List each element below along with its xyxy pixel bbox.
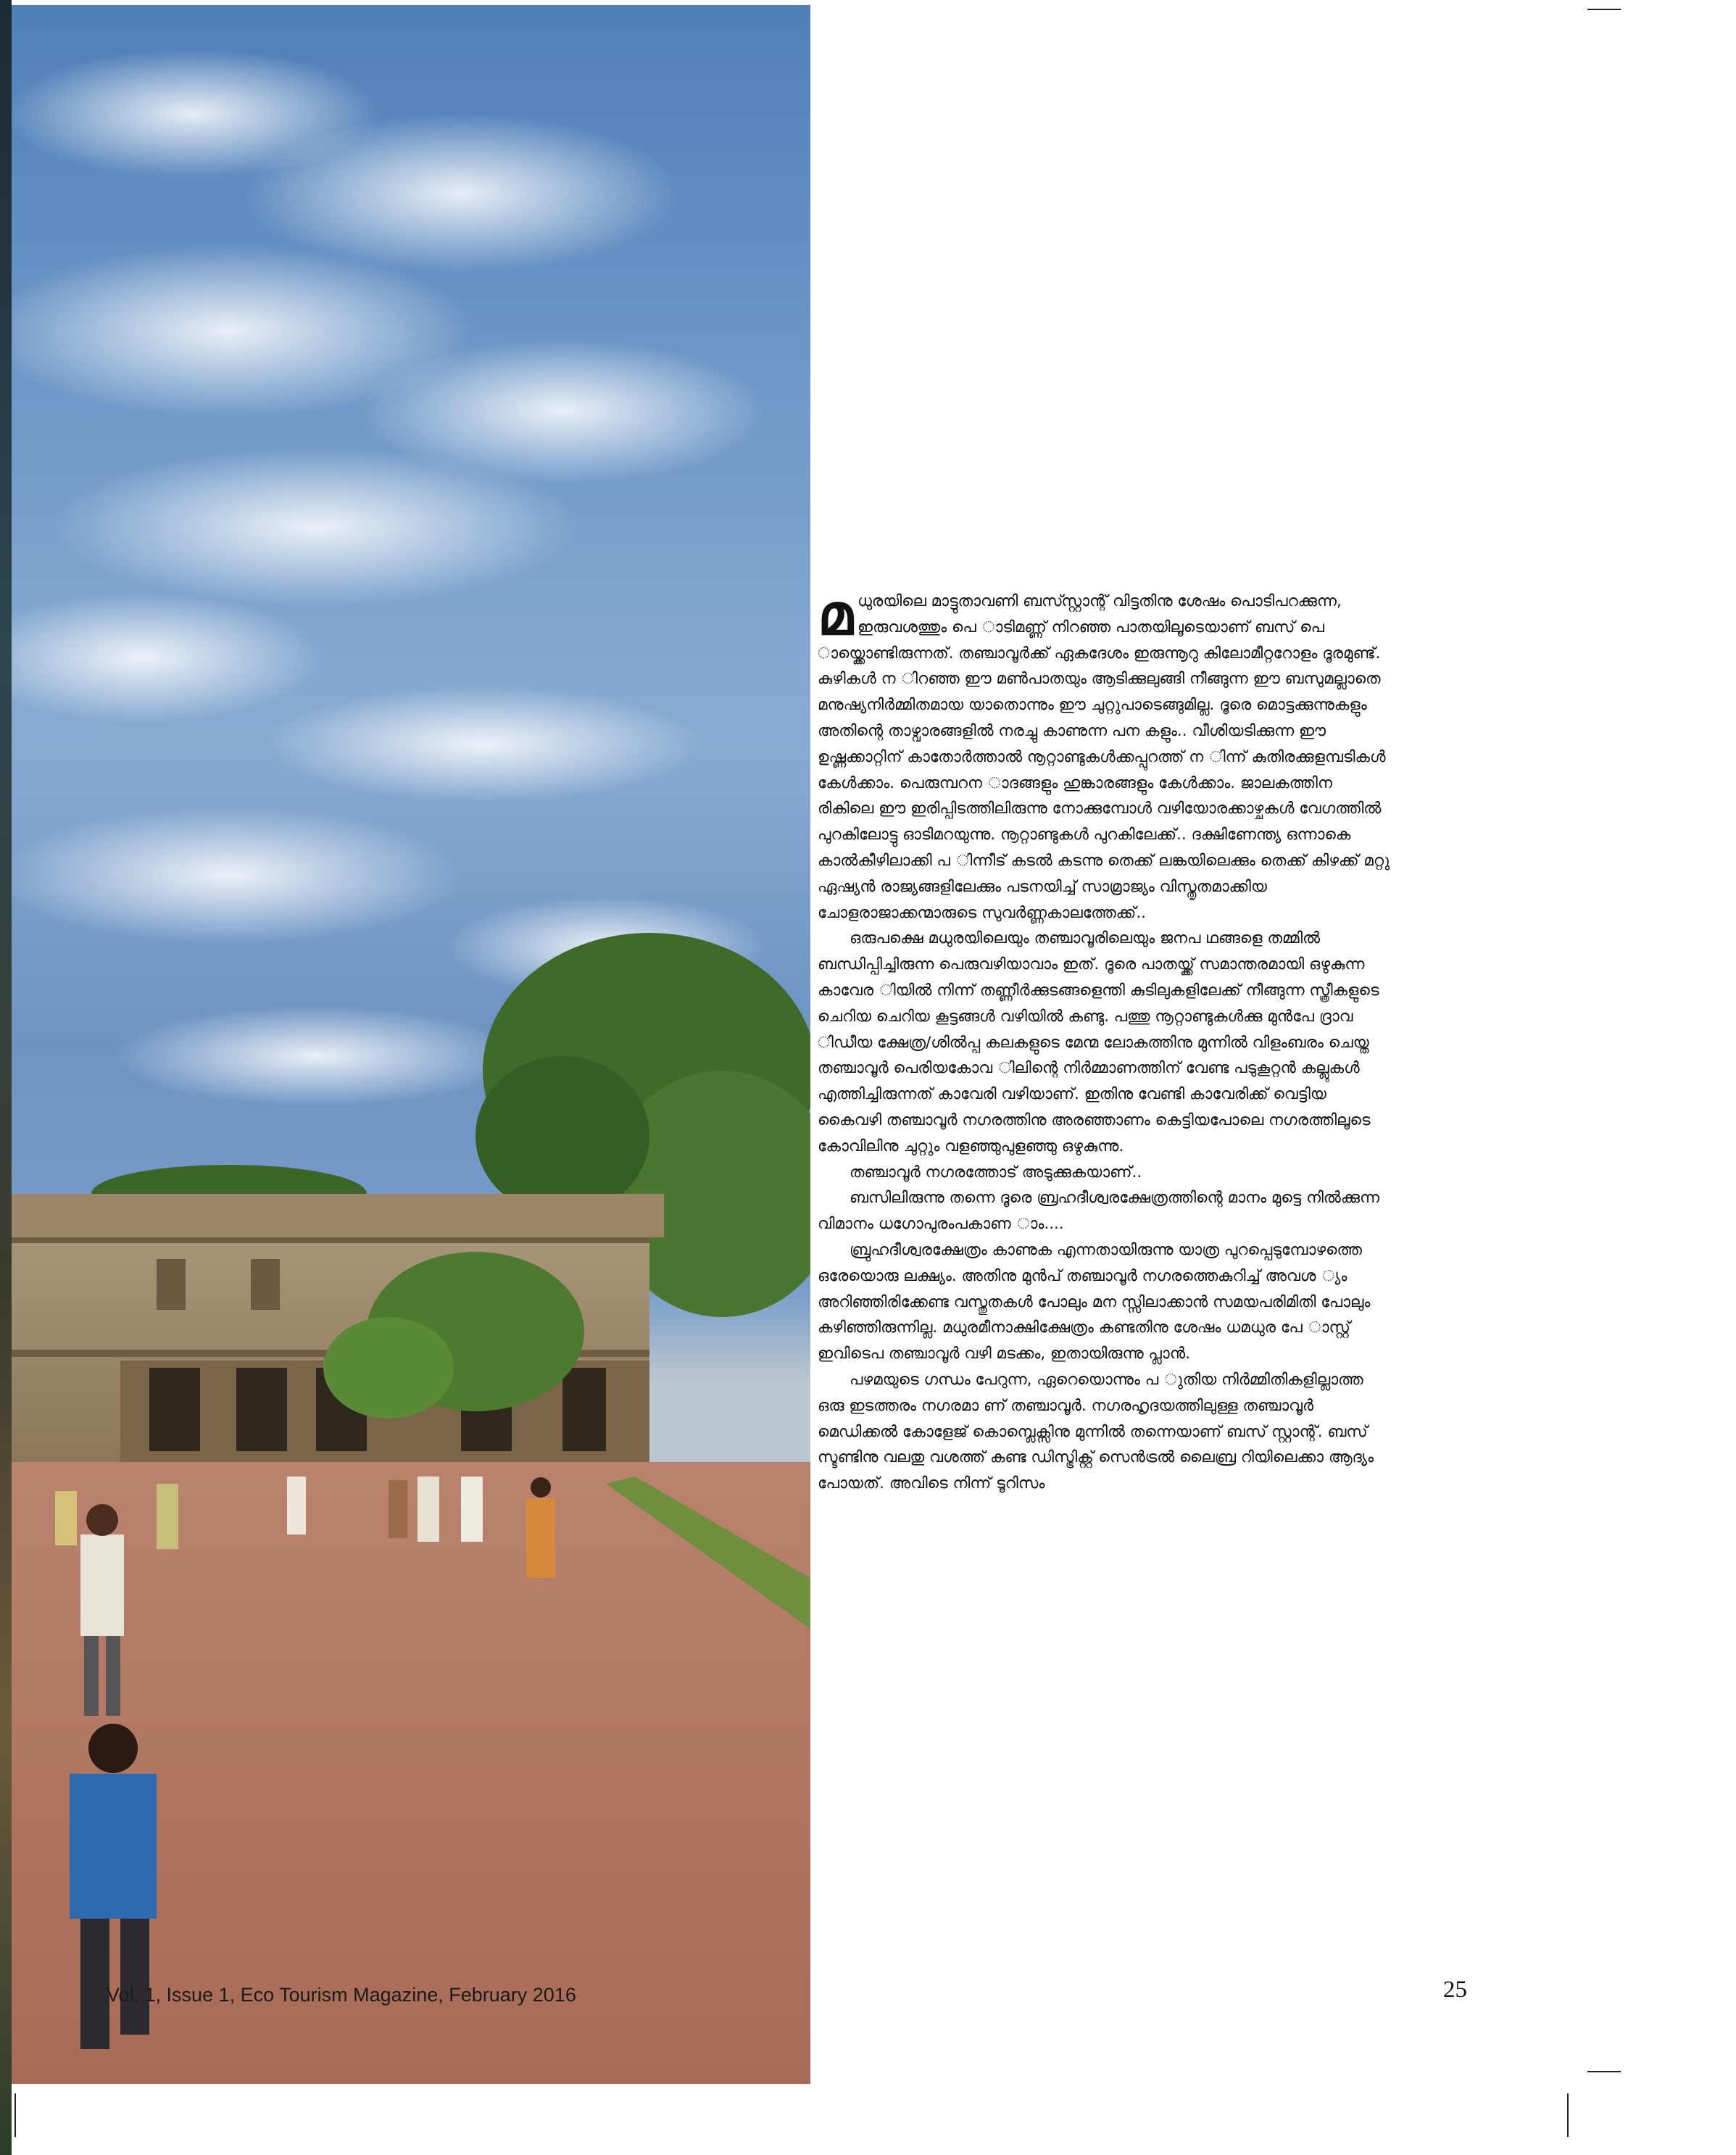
crop-mark-bottom-right	[1587, 2071, 1621, 2072]
crop-mark-bottom-right-vertical	[1567, 2093, 1569, 2137]
crop-mark-bottom-left-vertical	[14, 2093, 16, 2137]
previous-page-edge	[0, 0, 12, 2155]
article-paragraph-2: ഒരുപക്ഷെ മധുരയിലെയും തഞ്ചാവൂരിലെയും ജനപ ഥങ്ങളെ തമ്മിൽ ബന്ധിപ്പിച്ചിരുന്ന പെരുവഴിയാവാം ഇത്. ദൂരെ പാതയ്ക്ക് സമാന്തരമായി ഒഴുകുന്ന കാവേര ിയിൽ നിന്ന് തണ്ണീർക്കുടങ്ങളെന്തി കുടിലുകളിലേക്ക് നീങ്ങുന്ന സ്ത്രീകളുടെ ചെറിയ ചെറിയ കൂട്ടങ്ങൾ വഴിയിൽ കണ്ടു. പത്തു നൂറ്റാണ്ടുകൾക്കു മുൻപേ ദ്രാവ ിഡീയ ക്ഷേത്ര/ശിൽപ്പ കലകളുടെ മേന്മ ലോകത്തിനു മുന്നിൽ വിളംബരം ചെയ്ത തഞ്ചാവൂർ പെരിയകോവ ിലിന്റെ നിർമ്മാണത്തിന് വേണ്ട പടുകൂറ്റൻ കല്ലുകൾ എത്തിച്ചിരുന്നത് കാവേരി വഴിയാണ്. ഇതിനു വേണ്ടി കാവേരിക്ക് വെട്ടിയ കൈവഴി തഞ്ചാവൂർ നഗരത്തിനു അരഞ്ഞാണം കെട്ടിയപോലെ നഗരത്തിലൂടെ കോവിലിനു ചുറ്റും വളഞ്ഞുപുളഞ്ഞു ഒഴുകുന്നു.	[818, 929, 1379, 1155]
temple-courtyard-photo	[12, 5, 810, 2084]
magazine-credit: Vol. 1, Issue 1, Eco Tourism Magazine, February 2016	[107, 1984, 576, 2006]
article-body	[818, 583, 1390, 1497]
drop-cap: മ	[818, 583, 853, 648]
photo-illustration	[12, 5, 810, 2084]
page-number: 25	[1443, 1977, 1467, 2003]
article-paragraph-4: ബസിലിരുന്നു തന്നെ ദൂരെ ബ്രഹദീശ്വരക്ഷേത്രത്തിന്റെ മാനം മുട്ടെ നിൽക്കുന്ന വിമാനം ധഗോപുരംപകാണ ാം....	[818, 1189, 1380, 1234]
article-paragraph-1: മധുരയിലെ മാട്ടുതാവണി ബസ്സ്റ്റാന്റ് വിട്ടതിനു ശേഷം പൊടിപറക്കുന്ന, ഇരുവശത്തും പെ ാടിമണ്ണ് നിറഞ്ഞ പാതയിലൂടെയാണ് ബസ് പെ ായ്ക്കൊണ്ടിരുന്നത്. തഞ്ചാവൂർക്ക് ഏകദേശം ഇരുന്നൂറു കിലോമീറ്ററോളം ദൂരമുണ്ട്. കുഴികൾ ന ിറഞ്ഞ ഈ മൺപാതയും ആടിക്കുലുങ്ങി നീങ്ങുന്ന ഈ ബസുമല്ലാതെ മനുഷ്യനിർമ്മിതമായ യാതൊന്നും ഈ ചുറ്റുപാടെങ്ങുമില്ല. ദൂരെ മൊട്ടക്കുന്നുകളും അതിന്റെ താഴ്വാരങ്ങളിൽ നരച്ചു കാണുന്ന പന കളും.. വീശിയടിക്കുന്ന ഈ ഉഷ്ണക്കാറ്റിന് കാതോർത്താൽ നൂറ്റാണ്ടുകൾക്കപ്പുറത്ത് ന ിന്ന് കുതിരക്കുളമ്പടികൾ കേൾക്കാം. പെരുമ്പറന ാദങ്ങളും ഹുങ്കാരങ്ങളും കേൾക്കാം. ജാലകത്തിന രികിലെ ഈ ഇരിപ്പിടത്തിലിരുന്നു നോക്കുമ്പോൾ വഴിയോരക്കാഴ്ചകൾ വേഗത്തിൽ പുറകിലോട്ടു ഓടിമറയുന്നു. നൂറ്റാണ്ടുകൾ പുറകിലേക്ക്.. ദക്ഷിണേന്ത്യ ഒന്നാകെ കാൽകീഴിലാക്കി പ ിന്നീട് കടൽ കടന്നു തെക്ക് ലങ്കയിലെക്കും തെക്ക് കിഴക്ക് മറ്റു ഏഷ്യൻ രാജ്യങ്ങളിലേക്കും പടനയിച്ച് സാമ്രാജ്യം വിസ്തൃതമാക്കിയ ചോളരാജാക്കന്മാരുടെ സുവർണ്ണകാലത്തേക്ക്..	[818, 583, 1390, 922]
article-paragraph-5: ബ്രുഹദീശ്വരക്ഷേത്രം കാണുക എന്നതായിരുന്നു യാത്ര പുറപ്പെടുമ്പോഴത്തെ ഒരേയൊരു ലക്ഷ്യം. അതിനു മുൻപ് തഞ്ചാവൂർ നഗരത്തെകുറിച്ച് അവശ ്യം അറിഞ്ഞിരിക്കേണ്ട വസ്തുതകൾ പോലും മന സ്സിലാക്കാൻ സമയപരിമിതി പോലും കഴിഞ്ഞിരുന്നില്ല. മധുരമീനാക്ഷിക്ഷേത്രം കണ്ടതിനു ശേഷം ധമധുര പേ ാസ്റ്റ് ഇവിടെപ തഞ്ചാവൂർ വഴി മടക്കം, ഇതായിരുന്നു പ്ലാൻ.	[818, 1240, 1371, 1363]
crop-mark-top-right	[1587, 9, 1621, 10]
article-paragraph-6: പഴമയുടെ ഗന്ധം പേറുന്ന, ഏറെയൊന്നും പ ുതിയ നിർമ്മിതികളില്ലാത്ത ഒരു ഇടത്തരം നഗരമാ ണ് തഞ്ചാവൂർ. നഗരഹൃദയത്തിലുള്ള തഞ്ചാവൂർ മെഡിക്കൽ കോളേജ് കൊമ്പ്ലെക്സിനു മുന്നിൽ തന്നെയാണ് ബസ് സ്റ്റാന്റ്. ബസ് സ്ടണ്ടിനു വലതു വശത്ത് കണ്ട ഡിസ്ട്രിക്റ്റ് സെൻട്രൽ ലൈബ്ര റിയിലെക്കാ ആദ്യം പോയത്. അവിടെ നിന്ന് ടൂറിസം	[818, 1370, 1374, 1493]
article-paragraph-3: തഞ്ചാവൂർ നഗരത്തോട് അടുക്കുകയാണ്..	[850, 1163, 1142, 1182]
